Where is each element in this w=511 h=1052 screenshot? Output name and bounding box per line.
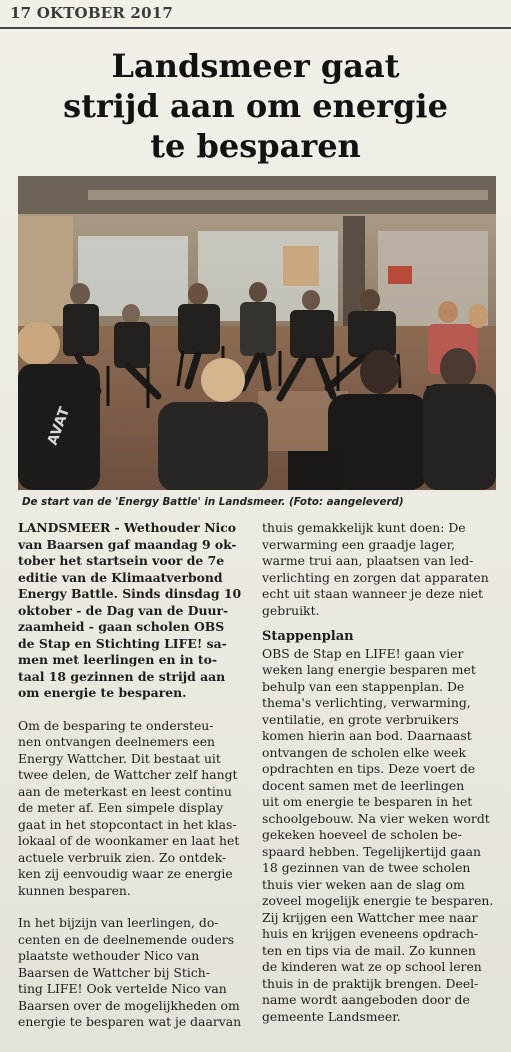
body-paragraph [18, 718, 256, 900]
text-line: de meter af. Een simpele display [18, 800, 224, 815]
text-line: Baarsen de Wattcher bij Stich- [18, 964, 210, 980]
text-line: thuis in de praktijk brengen. Deel- [262, 975, 479, 991]
article-column-left [18, 520, 256, 1031]
text-line: kunnen besparen. [18, 882, 131, 898]
text-line: uit om energie te besparen in het [262, 794, 473, 809]
article-column-right [262, 520, 498, 1025]
text-line: editie van de Klimaatverbond [18, 569, 223, 585]
text-line: OBS de Stap en LIFE! gaan vier [262, 645, 464, 661]
headline-line: Landsmeer gaat [111, 47, 400, 85]
photo-illustration [18, 176, 496, 490]
dateline: 17 OKTOBER 2017 [10, 4, 173, 22]
lead-paragraph [18, 520, 256, 702]
text-line: energie te besparen wat je daarvan [18, 1014, 242, 1029]
headline-line: te besparen [150, 127, 361, 165]
text-line: ontvangen de scholen elke week [262, 744, 466, 760]
text-line: nen ontvangen deelnemers een [18, 734, 216, 749]
text-line: men met leerlingen en in to- [18, 652, 218, 667]
text-line: lokaal of de woonkamer en laat het [18, 833, 240, 848]
text-line: komen hierin aan bod. Daarnaast [262, 728, 472, 743]
text-line: weken lang energie besparen met [262, 662, 476, 677]
text-line: de kinderen wat ze op school leren [262, 959, 482, 974]
text-line: ken zij eenvoudig waar ze energie [18, 866, 233, 881]
text-line: Zij krijgen een Wattcher mee naar [262, 909, 478, 925]
text-line: 18 gezinnen van de twee scholen [262, 860, 471, 875]
text-line: echt uit staan wanneer je deze niet [262, 586, 483, 601]
text-line: verwarming een graadje lager, [262, 536, 456, 552]
text-line: zoveel mogelijk energie te besparen. [262, 893, 494, 908]
article-photo [18, 176, 496, 490]
text-line: In het bijzijn van leerlingen, do- [18, 915, 219, 930]
text-line: van Baarsen gaf maandag 9 ok- [18, 536, 237, 552]
text-line: actuele verbruik zien. Zo ontdek- [18, 849, 227, 865]
text-line: spaard hebben. Tegelijkertijd gaan [262, 843, 481, 859]
text-line: zaamheid - gaan scholen OBS [18, 619, 225, 634]
text-line: verlichting en zorgen dat apparaten [262, 569, 489, 585]
text-line: warme trui aan, plaatsen van led- [262, 553, 474, 568]
text-line: oktober - de Dag van de Duur- [18, 602, 229, 618]
text-line: Om de besparing te ondersteu- [18, 717, 214, 733]
text-line: ten en tips via de mail. Zo kunnen [262, 942, 476, 958]
body-paragraph [262, 520, 498, 619]
body-paragraph [18, 915, 256, 1031]
text-line: gekeken hoeveel de scholen be- [262, 827, 462, 842]
text-line: centen en de deelnemende ouders [18, 931, 235, 947]
headline [18, 46, 493, 166]
text-line: Baarsen over de mogelijkheden om [18, 997, 240, 1013]
headline-line: strijd aan om energie [63, 87, 448, 125]
photo-caption: De start van de 'Energy Battle' in Landsmeer. (Foto: aangeleverd) [22, 496, 404, 508]
text-line: name wordt aangeboden door de [262, 992, 470, 1007]
text-line: gaat in het stopcontact in het klas- [18, 816, 237, 832]
text-line: gebruikt. [262, 602, 320, 618]
jacket-text: AVAT [44, 405, 74, 448]
text-line: twee delen, de Wattcher zelf hangt [18, 767, 238, 782]
text-line: Energy Wattcher. Dit bestaat uit [18, 750, 221, 766]
text-line: aan de meterkast en leest continu [18, 783, 232, 799]
text-line: plaatste wethouder Nico van [18, 948, 200, 963]
body-paragraph [262, 646, 498, 1026]
text-line: behulp van een stappenplan. De [262, 678, 465, 694]
text-line: opdrachten en tips. Deze voert de [262, 761, 476, 776]
text-line: gemeente Landsmeer. [262, 1008, 401, 1024]
text-line: ventilatie, en grote verbruikers [262, 711, 459, 727]
text-line: schoolgebouw. Na vier weken wordt [262, 810, 490, 826]
header-rule [0, 27, 511, 29]
text-line: ting LIFE! Ook vertelde Nico van [18, 981, 227, 996]
text-line: thuis gemakkelijk kunt doen: De [262, 520, 466, 535]
text-line: huis en krijgen eveneens opdrach- [262, 926, 479, 941]
section-subhead: Stappenplan [262, 629, 354, 644]
text-line: LANDSMEER - Wethouder Nico [18, 520, 237, 535]
text-line: docent samen met de leerlingen [262, 777, 465, 793]
text-line: tober het startsein voor de 7e [18, 553, 225, 568]
text-line: thuis vier weken aan de slag om [262, 876, 465, 892]
text-line: Energy Battle. Sinds dinsdag 10 [18, 586, 242, 601]
text-line: thema's verlichting, verwarming, [262, 695, 471, 710]
text-line: om energie te besparen. [18, 685, 187, 700]
text-line: taal 18 gezinnen de strijd aan [18, 668, 226, 684]
text-line: de Stap en Stichting LIFE! sa- [18, 635, 227, 651]
